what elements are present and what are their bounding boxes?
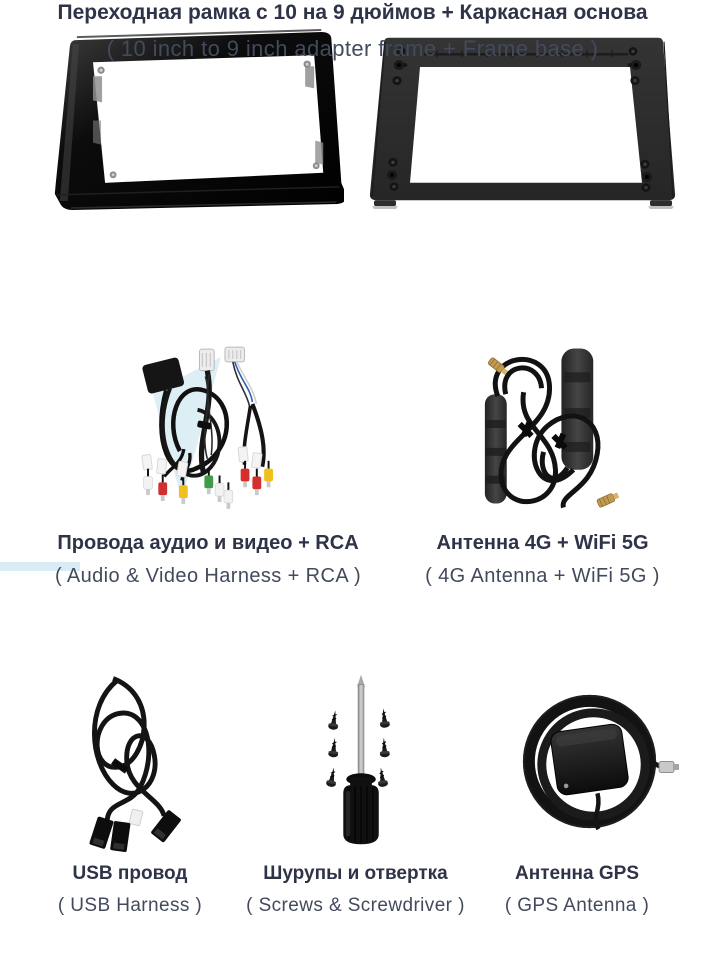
screws-title-en: ( Screws & Screwdriver ) (246, 895, 465, 916)
antenna-title-ru: Антенна 4G + WiFi 5G (436, 532, 649, 554)
gps-caption (468, 862, 686, 917)
gps-title-en: ( GPS Antenna ) (504, 895, 650, 916)
harness-title-ru: Провода аудио и видео + RCA (57, 532, 359, 554)
usb-cable-image (66, 665, 218, 855)
antenna-title-en: ( 4G Antenna + WiFi 5G ) (425, 565, 660, 587)
harness-caption (18, 531, 398, 588)
usb-title-ru: USB провод (72, 863, 188, 884)
usb-harness-icon (66, 665, 218, 855)
screws-screwdriver-image (296, 672, 429, 849)
gps-antenna-image (502, 678, 686, 849)
gps-antenna-icon (502, 678, 686, 849)
av-harness-rca-icon (125, 330, 321, 524)
frames-caption (0, 0, 705, 62)
usb-title-en: ( USB Harness ) (57, 895, 203, 916)
screws-screwdriver-icon (296, 672, 429, 849)
gps-title-ru: Антенна GPS (515, 863, 639, 884)
av-harness-image (125, 330, 321, 524)
usb-caption (35, 862, 225, 917)
frames-title-en: ( 10 inch to 9 inch adapter frame + Frame base ) (106, 36, 599, 61)
4g-wifi-antenna-icon (462, 332, 636, 522)
frames-title-ru: Переходная рамка с 10 на 9 дюймов + Каркасная основа (57, 1, 648, 24)
screws-caption (228, 862, 483, 917)
screws-title-ru: Шурупы и отвертка (263, 863, 448, 884)
antenna-caption (400, 531, 685, 588)
harness-title-en: ( Audio & Video Harness + RCA ) (54, 565, 362, 587)
antenna-4g-wifi-image (462, 332, 636, 522)
